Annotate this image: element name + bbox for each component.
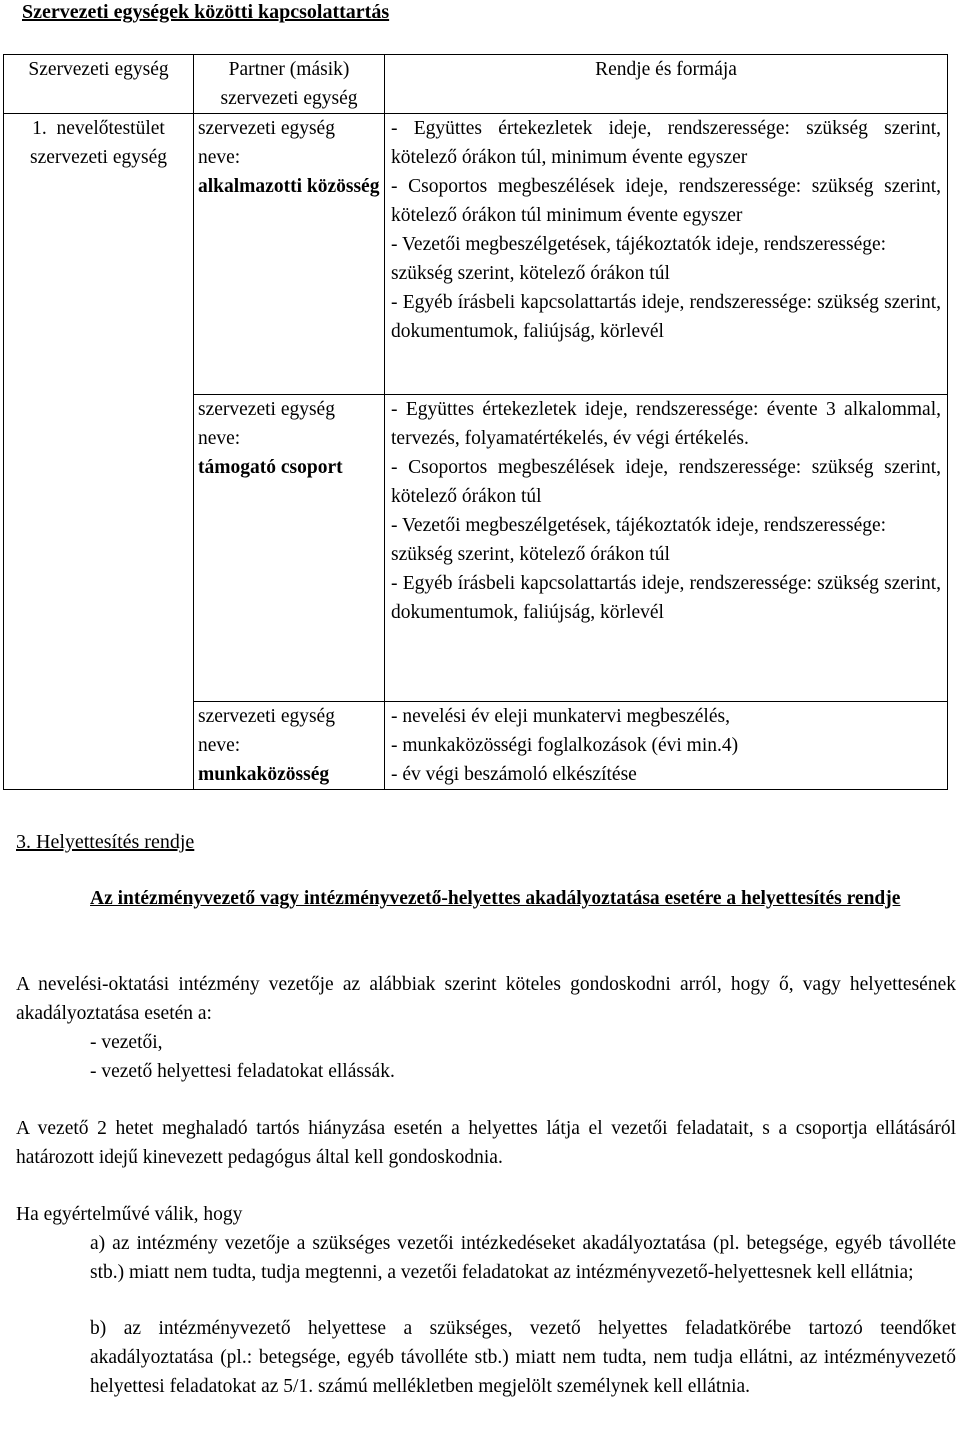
form-line: szükség szerint, kötelező órákon túl <box>391 544 670 565</box>
partner-cell <box>194 395 385 702</box>
form-cell <box>385 395 948 702</box>
paragraph: Ha egyértelművé válik, hogy <box>16 1204 243 1225</box>
partner-name: alkalmazotti közösség <box>198 176 380 197</box>
partner-label: szervezeti egység neve: <box>198 399 335 449</box>
list-item: - vezető helyettesi feladatokat ellássák. <box>90 1061 395 1082</box>
form-line: - Együttes értekezletek ideje, rendszeressége: szükség szerint, kötelező órákon túl, minimum évente egyszer <box>391 118 941 168</box>
form-cell <box>385 114 948 395</box>
form-line: - Csoportos megbeszélések ideje, rendszeressége: szükség szerint, kötelező órákon túl <box>391 457 941 507</box>
unit-cell <box>4 114 194 790</box>
partner-name: támogató csoport <box>198 457 343 478</box>
section-title: 3. Helyettesítés rendje <box>16 831 195 853</box>
unit-name: 1. nevelőtestület <box>32 118 165 139</box>
list-item: - vezetői, <box>90 1032 163 1053</box>
partner-cell <box>194 702 385 790</box>
form-line: - Együttes értekezletek ideje, rendszeressége: évente 3 alkalommal, tervezés, folyamatértékelés, év végi értékelés. <box>391 399 941 449</box>
list-item-b: b) az intézményvezető helyettese a szükséges, vezető helyettes feladatkörébe tartozó teendőket akadályoztatása (pl.: betegsége, egyéb távolléte stb.) miatt nem tudta, nem tudja ellátni, az intézményvezető helyettesi feladatokat az 5/1. számú mellékletben megjelölt személynek kell ellátnia. <box>90 1318 956 1397</box>
form-line: - munkaközösségi foglalkozások (évi min.4) <box>391 735 739 756</box>
unit-type: szervezeti egység <box>30 147 167 168</box>
form-line: - Vezetői megbeszélgetések, tájékoztatók ideje, rendszeressége: <box>391 515 887 536</box>
table-row <box>4 114 948 395</box>
partner-name: munkaközösség <box>198 764 330 785</box>
list-item-a: a) az intézmény vezetője a szükséges vezetői intézkedéseket akadályoztatása (pl. betegsége, egyéb távolléte stb.) miatt nem tudta, tudja megtenni, a vezetői feladatokat az intézményvezető-helyettesnek kell ellátnia; <box>90 1233 956 1283</box>
partner-cell <box>194 114 385 395</box>
paragraph: A vezető 2 hetet meghaladó tartós hiányzása esetén a helyettes látja el vezetői feladatait, s a csoportja ellátásáról határozott idejű kinevezett pedagógus által kell gondoskodnia. <box>16 1118 956 1168</box>
sub-heading: Az intézményvezető vagy intézményvezető-helyettes akadályoztatása esetére a helyettesítés rendje <box>90 888 901 909</box>
paragraph <box>16 970 956 1086</box>
form-cell <box>385 702 948 790</box>
form-line: szükség szerint, kötelező órákon túl <box>391 263 670 284</box>
form-line: - Vezetői megbeszélgetések, tájékoztatók ideje, rendszeressége: <box>391 234 887 255</box>
form-line: - év végi beszámoló elkészítése <box>391 764 637 785</box>
header-unit: Szervezeti egység <box>4 55 194 114</box>
table-header-row <box>4 55 948 114</box>
form-line: - Egyéb írásbeli kapcsolattartás ideje, rendszeressége: szükség szerint, dokumentumok, faliújság, körlevél <box>391 292 941 342</box>
header-form: Rendje és formája <box>385 55 948 114</box>
form-line: - Egyéb írásbeli kapcsolattartás ideje, rendszeressége: szükség szerint, dokumentumok, faliújság, körlevél <box>391 573 941 623</box>
form-line: - nevelési év eleji munkatervi megbeszélés, <box>391 706 730 727</box>
partner-label: szervezeti egység neve: <box>198 706 335 756</box>
form-line: - Csoportos megbeszélések ideje, rendszeressége: szükség szerint, kötelező órákon túl minimum évente egyszer <box>391 176 941 226</box>
page-title: Szervezeti egységek közötti kapcsolattartás <box>22 1 390 23</box>
partner-label: szervezeti egység neve: <box>198 118 335 168</box>
header-partner: Partner (másik) szervezeti egység <box>194 55 385 114</box>
relations-table <box>3 54 948 790</box>
paragraph-text: A nevelési-oktatási intézmény vezetője az alábbiak szerint köteles gondoskodni arról, hogy ő, vagy helyettesének akadályoztatása esetén a: <box>16 974 956 1024</box>
